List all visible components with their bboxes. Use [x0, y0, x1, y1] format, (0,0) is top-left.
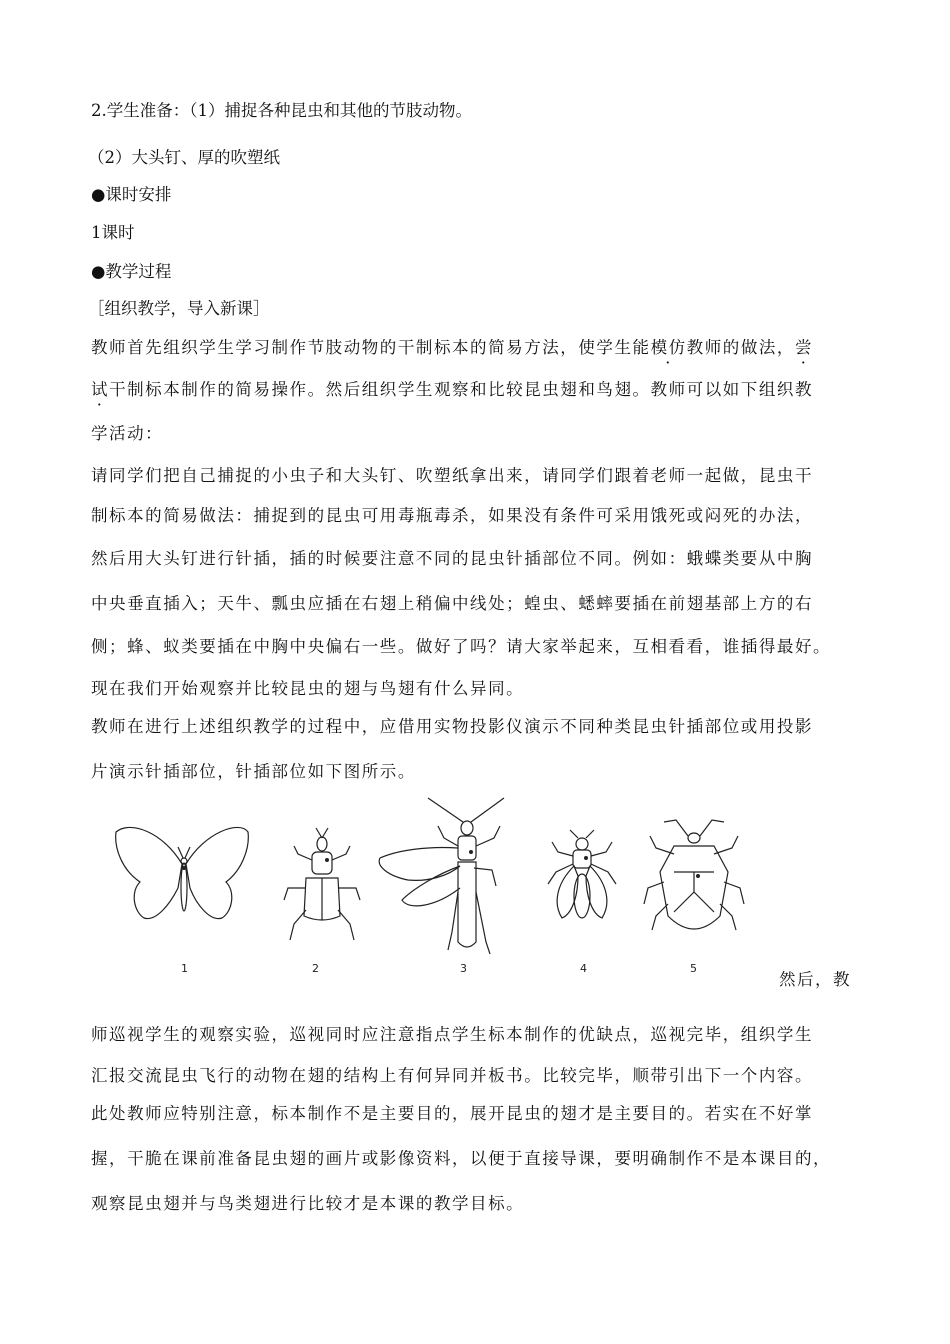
figure-label: 3 — [460, 962, 467, 975]
paragraph-line: 现在我们开始观察并比较昆虫的翅与鸟翅有什么异同。 — [91, 679, 525, 698]
stink-bug-icon — [644, 820, 744, 930]
bee-icon — [548, 830, 616, 918]
paragraph-line: 然后用大头钉进行针插，插的时候要注意不同的昆虫针插部位不同。例如：蛾蝶类要从中胸 — [91, 549, 813, 568]
paragraph-line: 教师在进行上述组织教学的过程中，应借用实物投影仪演示不同种类昆虫针插部位或用投影 — [91, 717, 813, 736]
paragraph-line: 试干制标本制作的简易操作。然后组织学生观察和比较昆虫翅和鸟翅。教师可以如下组织教 — [91, 380, 814, 399]
student-prep-line: 2.学生准备：（1）捕捉各种昆虫和其他的节肢动物。 — [91, 101, 472, 120]
paragraph-line: 此处教师应特别注意，标本制作不是主要目的，展开昆虫的翅才是主要目的。若实在不好掌 — [91, 1104, 813, 1123]
emphasis-text: 尝 — [794, 338, 814, 357]
paragraph-line: 学活动： — [91, 424, 164, 443]
paragraph-line: 请同学们把自己捕捉的小虫子和大头钉、吹塑纸拿出来，请同学们跟着老师一起做，昆虫干 — [91, 466, 813, 485]
emphasis-text: 模仿 — [650, 338, 687, 357]
paragraph-line: 制标本的简易做法：捕捉到的昆虫可用毒瓶毒杀，如果没有条件可采用饿死或闷死的办法， — [91, 506, 813, 525]
paragraph-line: 侧；蜂、蚁类要插在中胸中央偏右一些。做好了吗？请大家举起来，互相看看，谁插得最好。 — [91, 637, 832, 656]
butterfly-icon — [116, 827, 249, 918]
grasshopper-icon — [379, 798, 504, 954]
paragraph-line: 中央垂直插入；天牛、瓢虫应插在右翅上稍偏中线处；蝗虫、蟋蟀要插在前翅基部上方的右 — [91, 594, 813, 613]
paragraph-line: 教师首先组织学生学习制作节肢动物的干制标本的简易方法，使学生能模仿教师的做法，尝 — [91, 338, 814, 357]
materials-line: （2）大头钉、厚的吹塑纸 — [88, 148, 280, 167]
paragraph-line: 然后，教 — [779, 970, 851, 989]
insect-pinning-figure — [108, 792, 768, 992]
schedule-value: 1课时 — [91, 223, 135, 242]
paragraph-line: 握，干脆在课前准备昆虫翅的画片或影像资料，以便于直接导课，要明确制作不是本课目的， — [91, 1149, 832, 1168]
paragraph-line: 观察昆虫翅并与鸟类翅进行比较才是本课的教学目标。 — [91, 1194, 525, 1213]
figure-label: 2 — [312, 962, 319, 975]
paragraph-line: 汇报交流昆虫飞行的动物在翅的结构上有何异同并板书。比较完毕，顺带引出下一个内容。 — [91, 1066, 813, 1085]
paragraph-line: 师巡视学生的观察实验，巡视同时应注意指点学生标本制作的优缺点，巡视完毕，组织学生 — [91, 1025, 813, 1044]
section-title: ［组织教学，导入新课］ — [88, 299, 270, 318]
schedule-heading: ●课时安排 — [91, 185, 172, 204]
figure-label: 4 — [580, 962, 587, 975]
emphasis-text: 试 — [91, 380, 110, 399]
figure-label: 5 — [690, 962, 697, 975]
beetle-icon — [284, 828, 360, 940]
figure-label: 1 — [181, 962, 188, 975]
paragraph-line: 片演示针插部位，针插部位如下图所示。 — [91, 762, 416, 781]
process-heading: ●教学过程 — [91, 262, 172, 281]
